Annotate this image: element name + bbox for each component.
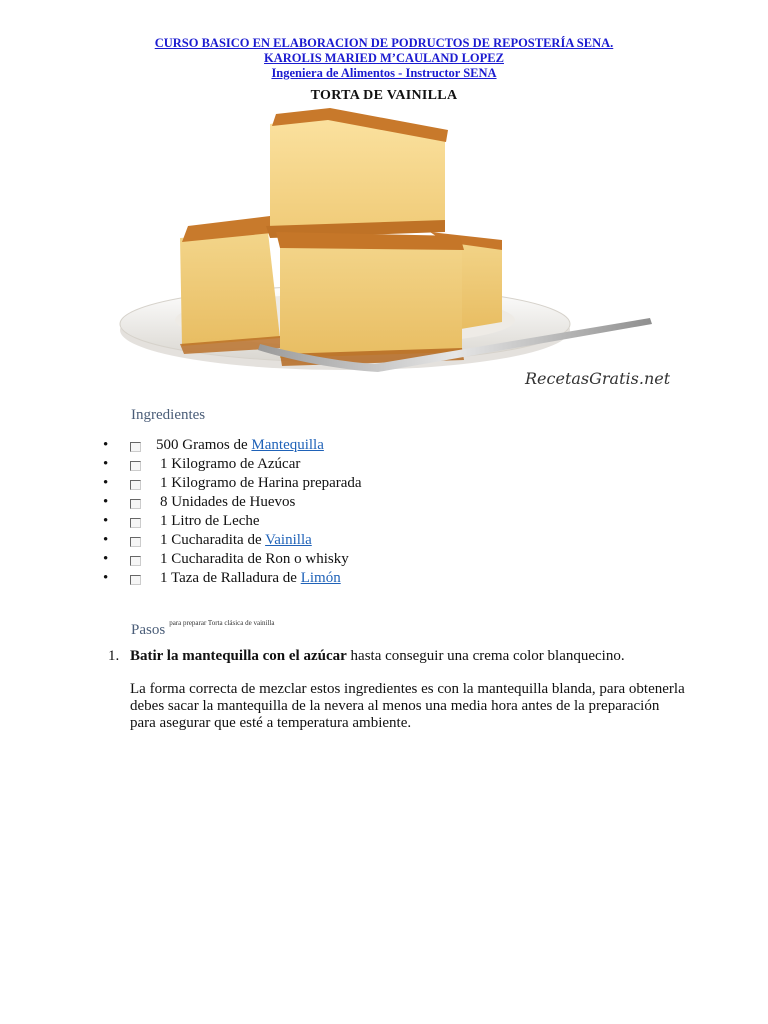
ingredient-item [100, 455, 301, 474]
bullet-icon: • [103, 532, 109, 548]
ingredient-text [160, 474, 362, 493]
ingredient-label: 1 Cucharadita de [160, 532, 266, 548]
document-header [0, 36, 768, 81]
ingredient-item [100, 512, 260, 531]
checkbox-icon[interactable] [130, 480, 141, 490]
header-role-link[interactable]: Ingeniera de Alimentos - Instructor SENA [271, 66, 497, 80]
ingredient-label: 500 Gramos de [156, 437, 252, 453]
ingredient-link[interactable]: Limón [300, 570, 341, 586]
ingredients-list [100, 436, 362, 588]
ingredient-item [100, 436, 324, 455]
ingredient-label: 8 Unidades de Huevos [160, 494, 296, 510]
ingredient-text [160, 512, 260, 531]
checkbox-icon[interactable] [130, 499, 141, 509]
ingredient-link[interactable]: Vainilla [265, 532, 312, 548]
ingredient-link[interactable]: Mantequilla [251, 437, 324, 453]
step-rest-text: hasta conseguir una crema color blanquecino. [346, 648, 625, 664]
ingredient-item [100, 569, 341, 588]
step-summary [130, 648, 688, 665]
ingredient-label: 1 Kilogramo de Azúcar [160, 456, 301, 472]
ingredient-text [160, 550, 349, 569]
ingredient-label: 1 Kilogramo de Harina preparada [160, 475, 362, 491]
ingredient-text [156, 436, 324, 455]
ingredient-label: 1 Litro de Leche [160, 513, 260, 529]
bullet-icon: • [103, 513, 109, 529]
checkbox-icon[interactable] [130, 556, 141, 566]
ingredient-item [100, 531, 312, 550]
step-number: 1. [108, 648, 120, 664]
steps-heading-label: Pasos [131, 622, 166, 638]
ingredient-text [160, 531, 312, 550]
bullet-icon: • [103, 551, 109, 567]
ingredients-heading: Ingredientes [131, 407, 206, 423]
ingredient-item [100, 493, 296, 512]
cake-photo [110, 108, 670, 398]
bullet-icon: • [103, 437, 109, 453]
steps-list [108, 648, 688, 748]
ingredient-text [160, 569, 341, 588]
step-item [108, 648, 688, 732]
checkbox-icon[interactable] [130, 537, 141, 547]
ingredient-label: 1 Taza de Ralladura de [160, 570, 301, 586]
checkbox-icon[interactable] [130, 575, 141, 585]
header-author-link[interactable]: KAROLIS MARIED M’CAULAND LOPEZ [264, 51, 504, 65]
ingredient-text [160, 493, 295, 512]
bullet-icon: • [103, 456, 109, 472]
bullet-icon: • [103, 494, 109, 510]
bullet-icon: • [103, 475, 109, 491]
photo-watermark: RecetasGratis.net [525, 369, 670, 388]
checkbox-icon[interactable] [130, 518, 141, 528]
steps-heading [131, 619, 274, 639]
step-body [130, 648, 688, 732]
ingredient-text [160, 455, 300, 474]
step-bold-text: Batir la mantequilla con el azúcar [130, 648, 347, 664]
ingredient-item [100, 550, 349, 569]
recipe-title: TORTA DE VAINILLA [310, 88, 458, 103]
ingredient-label: 1 Cucharadita de Ron o whisky [160, 551, 349, 567]
header-course-link[interactable]: CURSO BASICO EN ELABORACION DE PODRUCTOS DE REPOSTERÍA SENA. [154, 36, 614, 50]
ingredient-item [100, 474, 362, 493]
step-detail: La forma correcta de mezclar estos ingredientes es con la mantequilla blanda, para obtenerla debes sacar la mantequilla de la nevera al menos una media hora antes de la preparación para asegurar que esté a temperatura ambiente. [130, 681, 685, 731]
checkbox-icon[interactable] [130, 461, 141, 471]
checkbox-icon[interactable] [130, 442, 141, 452]
bullet-icon: • [103, 570, 109, 586]
steps-subheading: para preparar Torta clásica de vainilla [169, 619, 275, 627]
